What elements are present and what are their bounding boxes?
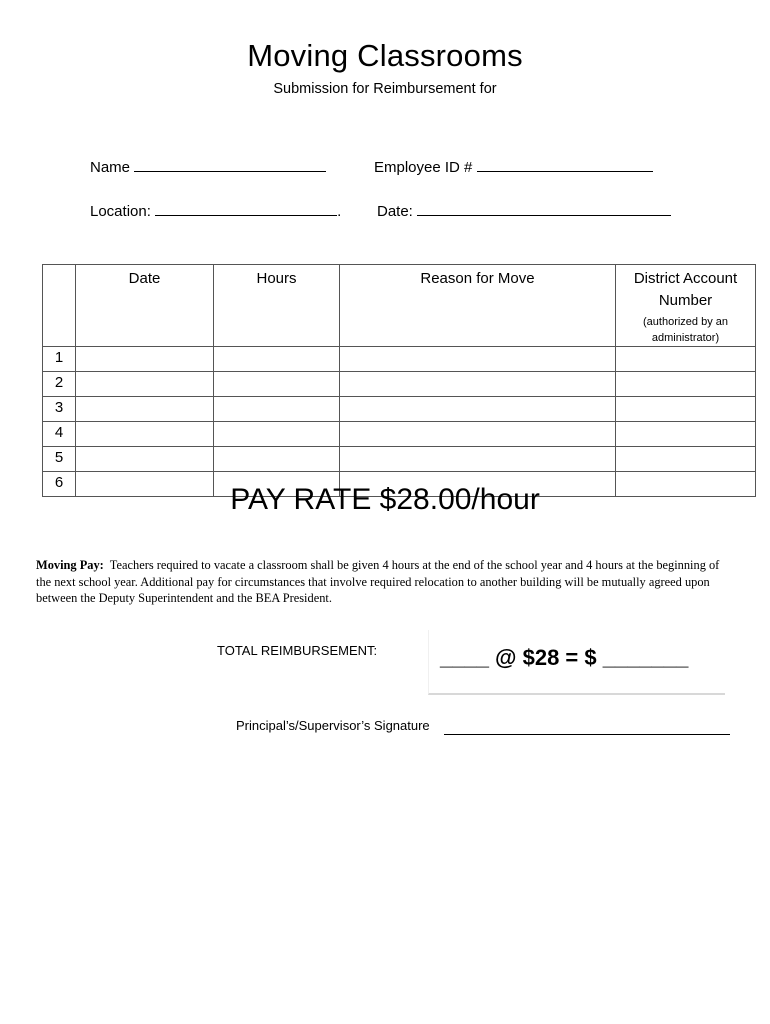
account-cell[interactable] bbox=[616, 422, 756, 447]
row-number: 2 bbox=[43, 372, 76, 397]
row-number: 5 bbox=[43, 447, 76, 472]
date-cell[interactable] bbox=[76, 397, 214, 422]
table-row bbox=[43, 397, 756, 422]
hours-column-header: Hours bbox=[214, 265, 340, 347]
date-cell[interactable] bbox=[76, 372, 214, 397]
row-number: 4 bbox=[43, 422, 76, 447]
row-number: 3 bbox=[43, 397, 76, 422]
account-note: (authorized by an administrator) bbox=[643, 316, 728, 344]
hours-cell[interactable] bbox=[214, 372, 340, 397]
date-field[interactable] bbox=[377, 203, 671, 220]
table-row bbox=[43, 347, 756, 372]
reason-cell[interactable] bbox=[340, 347, 616, 372]
date-label: Date: bbox=[377, 203, 413, 220]
reason-cell[interactable] bbox=[340, 397, 616, 422]
hours-cell[interactable] bbox=[214, 397, 340, 422]
total-reimbursement-label: TOTAL REIMBURSEMENT: bbox=[217, 643, 378, 658]
employee-id-field[interactable] bbox=[374, 159, 653, 176]
name-label: Name bbox=[90, 159, 131, 176]
hours-cell[interactable] bbox=[214, 347, 340, 372]
page-title: Moving Classrooms bbox=[247, 38, 523, 73]
table-row bbox=[43, 447, 756, 472]
location-blank[interactable] bbox=[155, 203, 337, 216]
hours-cell[interactable] bbox=[214, 422, 340, 447]
location-suffix: . bbox=[337, 203, 342, 220]
reason-cell[interactable] bbox=[340, 372, 616, 397]
date-cell[interactable] bbox=[76, 347, 214, 372]
account-cell[interactable] bbox=[616, 397, 756, 422]
signature-line[interactable] bbox=[444, 734, 730, 735]
signature-label: Principal’s/Supervisor’s Signature bbox=[236, 718, 430, 733]
reason-column-header: Reason for Move bbox=[340, 265, 616, 347]
pay-rate-heading: PAY RATE $28.00/hour bbox=[230, 483, 540, 516]
account-column-header: District Account Number (authorized by an administrator) bbox=[616, 265, 756, 347]
account-cell[interactable] bbox=[616, 372, 756, 397]
employee-id-blank[interactable] bbox=[477, 159, 653, 172]
total-reimbursement-formula[interactable]: ____ @ $28 = $ _______ bbox=[440, 645, 689, 670]
page-subtitle: Submission for Reimbursement for bbox=[273, 81, 497, 97]
policy-text: Teachers required to vacate a classroom shall be given 4 hours at the end of the school year and 4 hours at the beginning of the next school year. Additional pay for circumstances that involve required relocation to another building will be mutually agreed upon between the Deputy Superintendent and the BEA President. bbox=[36, 558, 720, 605]
date-blank[interactable] bbox=[417, 203, 671, 216]
table-row bbox=[43, 422, 756, 447]
date-cell[interactable] bbox=[76, 422, 214, 447]
account-cell[interactable] bbox=[616, 347, 756, 372]
account-cell[interactable] bbox=[616, 447, 756, 472]
row-number: 6 bbox=[43, 472, 76, 497]
table-header-row bbox=[43, 265, 756, 347]
table-row bbox=[43, 372, 756, 397]
row-number-header bbox=[43, 265, 76, 347]
reason-cell[interactable] bbox=[340, 422, 616, 447]
name-field[interactable] bbox=[90, 159, 326, 176]
name-blank[interactable] bbox=[134, 159, 326, 172]
row-number: 1 bbox=[43, 347, 76, 372]
location-field[interactable] bbox=[90, 203, 341, 220]
location-label: Location: bbox=[90, 203, 151, 220]
date-cell[interactable] bbox=[76, 447, 214, 472]
policy-lead: Moving Pay: bbox=[36, 558, 104, 572]
employee-id-label: Employee ID # bbox=[374, 159, 473, 176]
date-column-header: Date bbox=[76, 265, 214, 347]
reimbursement-table bbox=[42, 264, 756, 497]
moving-pay-policy bbox=[36, 557, 732, 607]
reason-cell[interactable] bbox=[340, 447, 616, 472]
hours-cell[interactable] bbox=[214, 447, 340, 472]
